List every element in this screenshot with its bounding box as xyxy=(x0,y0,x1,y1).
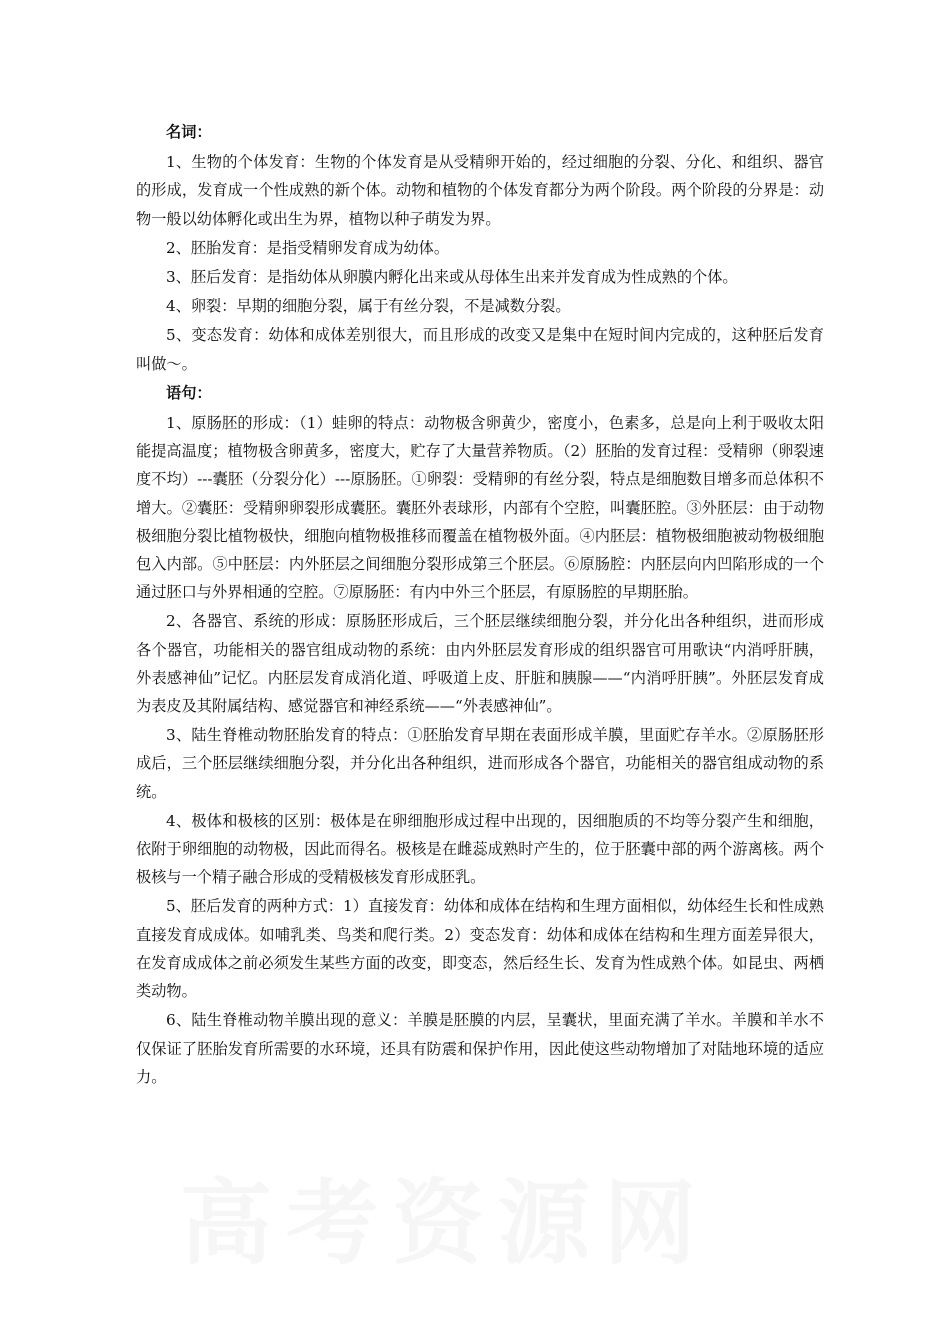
term-paragraph: 1、生物的个体发育：生物的个体发育是从受精卵开始的，经过细胞的分裂、分化、和组织、器官的形成，发育成一个性成熟的新个体。动物和植物的个体发育都分为两个阶段。两个阶段的分界是：动物一般以幼体孵化或出生为界，植物以种子萌发为界。 xyxy=(136,153,824,228)
statement-paragraph: 5、胚后发育的两种方式：1）直接发育：幼体和成体在结构和生理方面相似，幼体经生长和性成熟直接发育成成体。如哺乳类、鸟类和爬行类。2）变态发育：幼体和成体在结构和生理方面差异很大，在发育成成体之前必须发生某些方面的改变，即变态，然后经生长、发育为性成熟个体。如昆虫、两栖类动物。 xyxy=(136,897,824,1001)
statement-paragraph: 3、陆生脊椎动物胚胎发育的特点：①胚胎发育早期在表面形成羊膜，里面贮存羊水。②原肠胚形成后，三个胚层继续细胞分裂，并分化出各种组织，进而形成各个器官，功能相关的器官组成动物的系统。 xyxy=(136,726,824,801)
watermark xyxy=(180,1150,740,1282)
section-heading-terms: 名词： xyxy=(166,123,212,141)
term-paragraph: 4、卵裂：早期的细胞分裂，属于有丝分裂，不是减数分裂。 xyxy=(166,297,571,316)
term-paragraph: 3、胚后发育：是指幼体从卵膜内孵化出来或从母体生出来并发育成为性成熟的个体。 xyxy=(166,268,738,287)
statement-paragraph: 2、各器官、系统的形成：原肠胚形成后，三个胚层继续细胞分裂，并分化出各种组织，进而形成各个器官，功能相关的器官组成动物的系统：由内外胚层发育形成的组织器官可用歌诀“内消呼肝胰，外表感神仙”记忆。内胚层发育成消化道、呼吸道上皮、肝脏和胰腺——“内消呼肝胰”。外胚层发育成为表皮及其附属结构、感觉器官和神经系统——“外表感神仙”。 xyxy=(136,612,824,716)
document-body xyxy=(136,118,824,1092)
statement-paragraph: 1、原肠胚的形成：（1）蛙卵的特点：动物极含卵黄少，密度小，色素多，总是向上利于吸收太阳能提高温度；植物极含卵黄多，密度大，贮存了大量营养物质。（2）胚胎的发育过程：受精卵（卵裂速度不均）---囊胚（分裂分化）---原肠胚。①卵裂：受精卵的有丝分裂，特点是细胞数目增多而总体积不增大。②囊胚：受精卵卵裂形成囊胚。囊胚外表球形，内部有个空腔，叫囊胚腔。③外胚层：由于动物极细胞分裂比植物极快，细胞向植物极推移而覆盖在植物极外面。④内胚层：植物极细胞被动物极细胞包入内部。⑤中胚层：内外胚层之间细胞分裂形成第三个胚层。⑥原肠腔：内胚层向内凹陷形成的一个通过胚口与外界相通的空腔。⑦原肠胚：有内中外三个胚层，有原肠腔的早期胚胎。 xyxy=(136,414,824,602)
section-heading-statements: 语句： xyxy=(166,383,212,402)
term-paragraph: 2、胚胎发育：是指受精卵发育成为幼体。 xyxy=(166,238,450,257)
term-paragraph: 5、变态发育：幼体和成体差别很大，而且形成的改变又是集中在短时间内完成的，这种胚后发育叫做～。 xyxy=(136,326,824,373)
statement-paragraph: 4、极体和极核的区别：极体是在卵细胞形成过程中出现的，因细胞质的不均等分裂产生和细胞，依附于卵细胞的动物极，因此而得名。极核是在雌蕊成熟时产生的，位于胚囊中部的两个游离核。两个极核与一个精子融合形成的受精极核发育形成胚乳。 xyxy=(136,811,824,887)
statement-paragraph: 6、陆生脊椎动物羊膜出现的意义：羊膜是胚膜的内层，呈囊状，里面充满了羊水。羊膜和羊水不仅保证了胚胎发育所需要的水环境，还具有防震和保护作用，因此使这些动物增加了对陆地环境的适应力。 xyxy=(136,1011,824,1086)
